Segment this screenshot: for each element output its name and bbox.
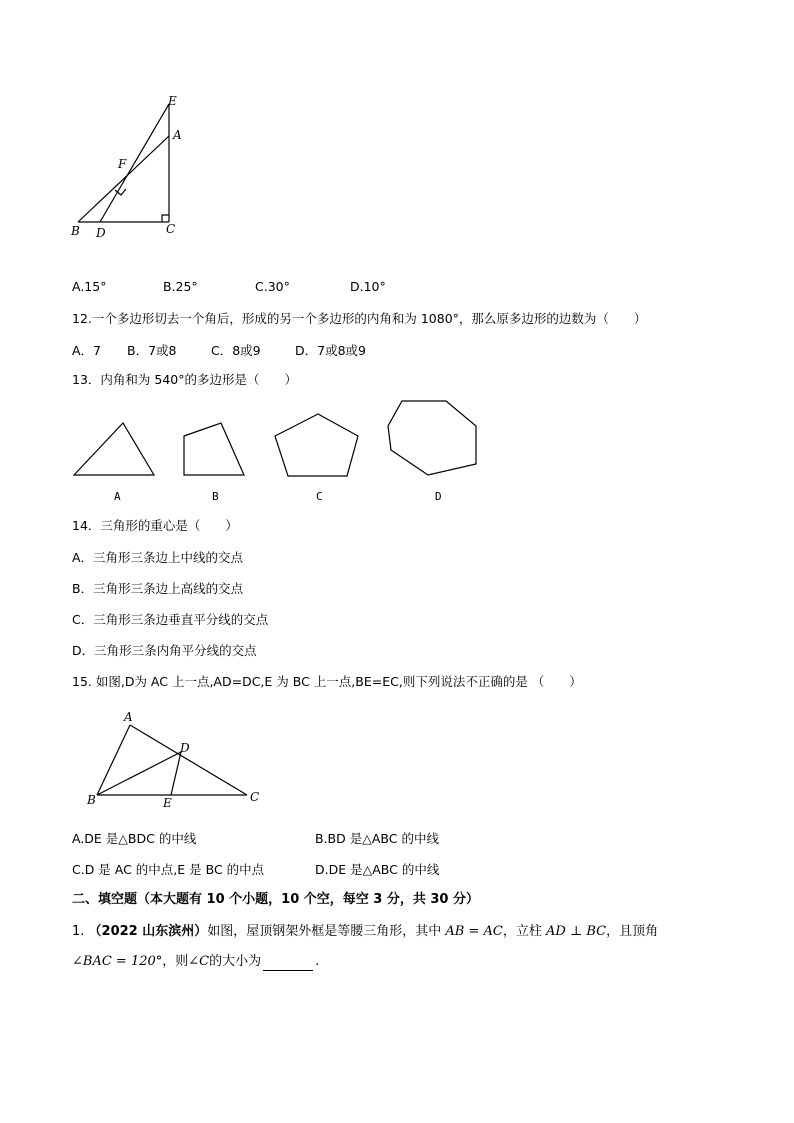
figure-q11	[66, 92, 206, 242]
label-d: D	[96, 226, 106, 240]
fill1-text-a: 如图，屋顶钢架外框是等腰三角形，其中	[207, 924, 442, 939]
fill1-number: 1.	[72, 924, 85, 939]
fill1-text-e: 的大小为	[209, 954, 262, 969]
q12-option-a: A．7	[72, 343, 102, 358]
segment-ba	[78, 136, 169, 222]
q11-option-b: B.25°	[163, 279, 198, 294]
label-a: A	[173, 128, 182, 142]
q13-text: 13．内角和为 540°的多边形是（ ）	[72, 372, 297, 387]
fill1-math-angle-c: ∠C	[188, 954, 210, 969]
shape-pentagon	[275, 414, 358, 476]
q11-option-d: D.10°	[350, 279, 386, 294]
q15-option-c: C.D 是 AC 的中点,E 是 BC 的中点	[72, 862, 265, 877]
shape-quadrilateral	[184, 423, 244, 475]
fill1-line2	[72, 953, 319, 971]
fill1-line1	[72, 923, 658, 941]
fill1-text-d: ，则	[162, 954, 189, 969]
label-b: B	[87, 793, 96, 807]
shape-label-d: D	[435, 490, 442, 503]
fill1-math-angle-bac: ∠BAC = 120°	[72, 954, 163, 969]
section-2-heading: 二、填空题（本大题有 10 个小题，10 个空，每空 3 分，共 30 分）	[72, 892, 479, 907]
q12-text: 12.一个多边形切去一个角后，形成的另一个多边形的内角和为 1080°，那么原多边形的边数为（ ）	[72, 311, 647, 326]
segment-ac	[130, 725, 247, 795]
q11-option-a: A.15°	[72, 279, 107, 294]
label-e: E	[168, 94, 177, 108]
fill1-source: （2022 山东滨州）	[88, 924, 208, 939]
label-c: C	[166, 222, 176, 236]
shape-label-c: C	[316, 490, 323, 503]
fill1-text-b: ，立柱	[502, 924, 542, 939]
label-d: D	[180, 741, 190, 755]
q15-option-b: B.BD 是△ABC 的中线	[315, 831, 439, 846]
fill1-math-ad-perp-bc: AD ⊥ BC	[546, 924, 607, 939]
label-c: C	[250, 790, 260, 804]
q15-text: 15. 如图,D为 AC 上一点,AD=DC,E 为 BC 上一点,BE=EC,则下列说法不正确的是 （ ）	[72, 674, 582, 689]
q15-option-a: A.DE 是△BDC 的中线	[72, 831, 197, 846]
q14-option-d: D．三角形三条内角平分线的交点	[72, 643, 257, 658]
shape-triangle	[74, 423, 154, 475]
shape-label-b: B	[212, 490, 219, 503]
q14-option-c: C．三角形三条边垂直平分线的交点	[72, 612, 269, 627]
segment-bd	[97, 752, 181, 795]
q12-option-d: D．7或8或9	[295, 343, 366, 358]
segment-de	[171, 752, 181, 795]
q15-option-d: D.DE 是△ABC 的中线	[315, 862, 440, 877]
q12-option-b: B．7或8	[127, 343, 177, 358]
shape-hexagon	[388, 401, 476, 475]
q14-option-b: B．三角形三条边上高线的交点	[72, 581, 244, 596]
label-f: F	[118, 157, 127, 171]
segment-ba	[97, 725, 130, 795]
figure-q13-shapes	[70, 396, 490, 516]
fill1-math-ab-ac: AB = AC	[445, 924, 503, 939]
q11-option-c: C.30°	[255, 279, 290, 294]
label-e: E	[163, 796, 172, 810]
shape-label-a: A	[114, 490, 121, 503]
fill1-answer-blank[interactable]	[263, 956, 313, 971]
q14-text: 14．三角形的重心是（ ）	[72, 518, 238, 533]
segment-de	[100, 104, 169, 222]
label-a: A	[124, 710, 133, 724]
right-angle-mark-c	[162, 215, 169, 222]
fill1-end: .	[315, 954, 320, 969]
fill1-text-c: ，且顶角	[606, 924, 659, 939]
q14-option-a: A．三角形三条边上中线的交点	[72, 550, 244, 565]
label-b: B	[71, 224, 80, 238]
q12-option-c: C．8或9	[211, 343, 261, 358]
figure-q15	[84, 708, 284, 818]
